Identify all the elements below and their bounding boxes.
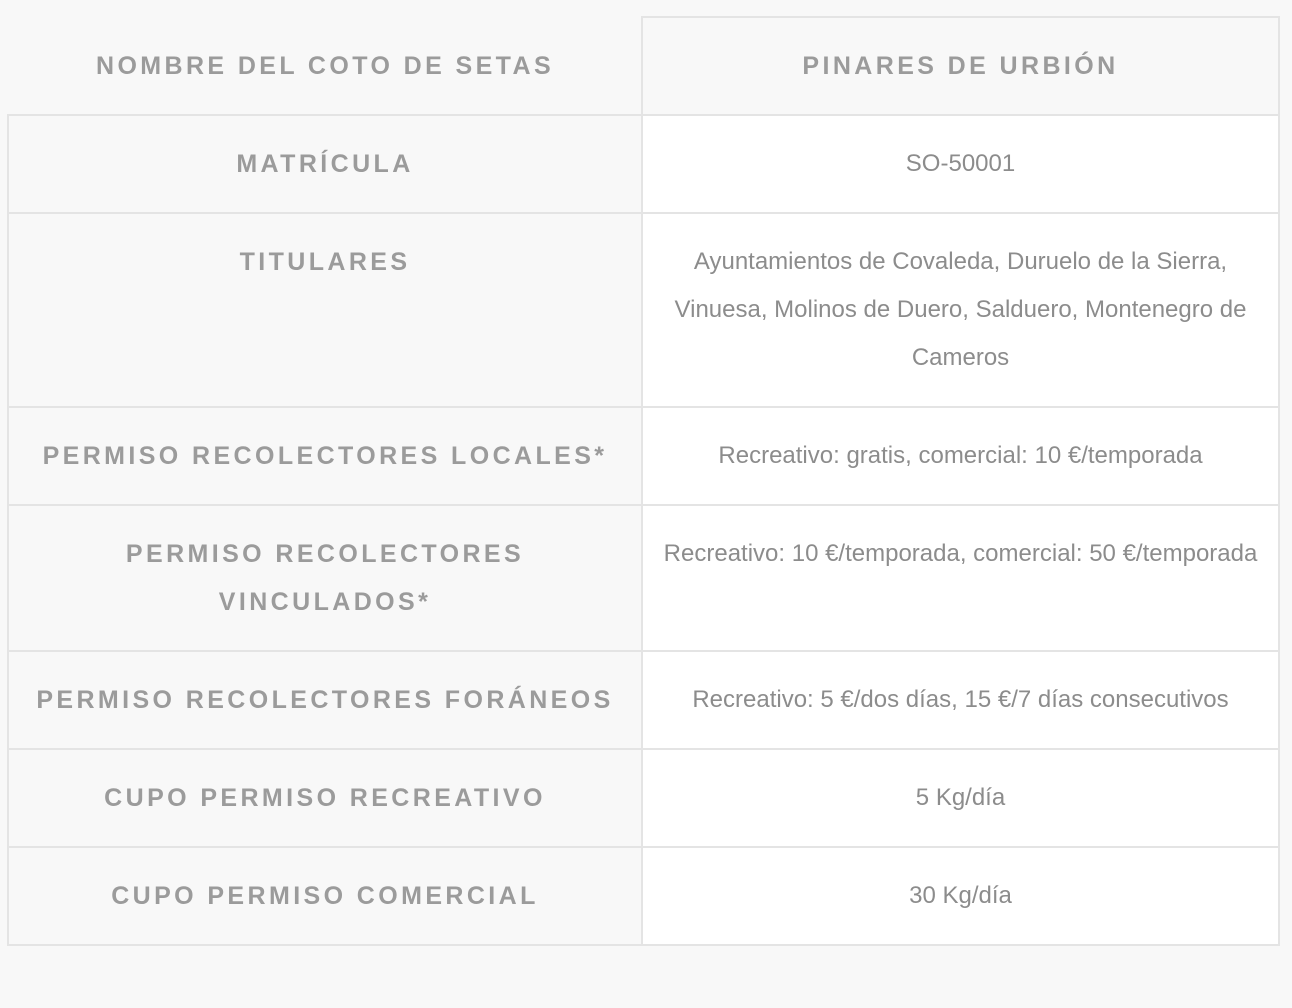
table-row bbox=[8, 847, 1279, 945]
row-value: Recreativo: 5 €/dos días, 15 €/7 días consecutivos bbox=[692, 686, 1229, 713]
header-value: PINARES DE URBIÓN bbox=[802, 52, 1119, 80]
row-value: 30 Kg/día bbox=[909, 882, 1012, 909]
row-value-cell bbox=[642, 407, 1279, 505]
row-label-cell bbox=[8, 749, 642, 847]
row-value: 5 Kg/día bbox=[915, 784, 1006, 811]
table-row bbox=[8, 651, 1279, 749]
row-label: PERMISO RECOLECTORES FORÁNEOS bbox=[36, 686, 614, 714]
row-label: TITULARES bbox=[239, 248, 411, 276]
row-value-cell bbox=[642, 651, 1279, 749]
table-row bbox=[8, 749, 1279, 847]
row-value-cell bbox=[642, 505, 1279, 651]
row-value-cell bbox=[642, 749, 1279, 847]
row-label: CUPO PERMISO COMERCIAL bbox=[111, 882, 539, 910]
table-row bbox=[8, 213, 1279, 407]
row-label: PERMISO RECOLECTORES LOCALES* bbox=[42, 442, 608, 470]
row-label-cell bbox=[8, 407, 642, 505]
table-row bbox=[8, 115, 1279, 213]
row-value-cell bbox=[642, 213, 1279, 407]
row-label-cell bbox=[8, 847, 642, 945]
row-value: SO-50001 bbox=[905, 150, 1016, 177]
row-label: PERMISO RECOLECTORES VINCULADOS* bbox=[125, 540, 525, 616]
header-label: NOMBRE DEL COTO DE SETAS bbox=[95, 52, 555, 80]
row-label: MATRÍCULA bbox=[236, 150, 414, 178]
row-label-cell bbox=[8, 505, 642, 651]
row-label-cell bbox=[8, 651, 642, 749]
row-value-cell bbox=[642, 115, 1279, 213]
row-label: CUPO PERMISO RECREATIVO bbox=[104, 784, 546, 812]
row-value: Recreativo: 10 €/temporada, comercial: 50 €/temporada bbox=[663, 540, 1258, 567]
table-row bbox=[8, 505, 1279, 651]
table-row bbox=[8, 407, 1279, 505]
row-value-cell bbox=[642, 847, 1279, 945]
row-label-cell bbox=[8, 213, 642, 407]
table-header-row bbox=[8, 17, 1279, 115]
coto-info-table bbox=[7, 16, 1280, 946]
header-value-cell bbox=[642, 17, 1279, 115]
header-label-cell bbox=[8, 17, 642, 115]
row-label-cell bbox=[8, 115, 642, 213]
row-value: Ayuntamientos de Covaleda, Duruelo de la Sierra, Vinuesa, Molinos de Duero, Salduero, Montenegro de Cameros bbox=[674, 248, 1247, 371]
row-value: Recreativo: gratis, comercial: 10 €/temporada bbox=[718, 442, 1203, 469]
